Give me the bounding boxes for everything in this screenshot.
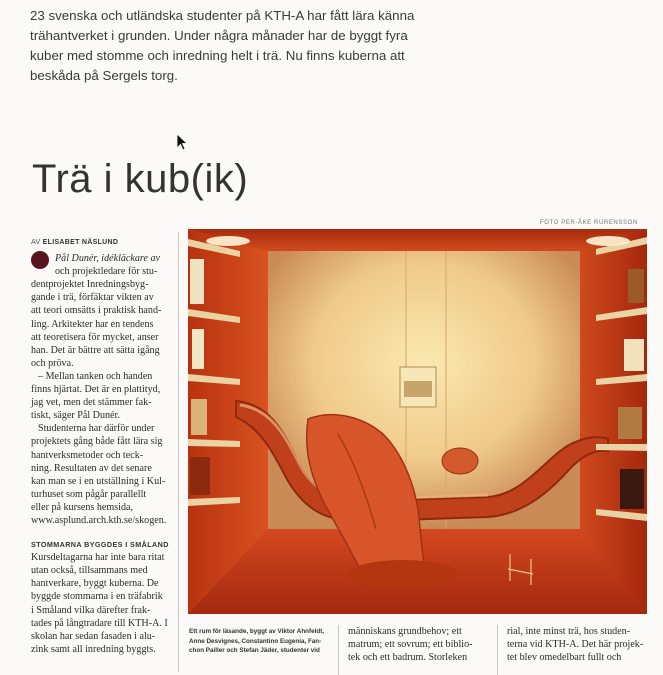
body-line: hantverksmetoder och teck- <box>31 449 144 461</box>
body-line: kan man se i en utställning i Kul- <box>31 475 166 487</box>
photo-credit: FOTO PER-ÅKE RURENSSON <box>540 220 638 226</box>
body-line: skolan har sedan fasaden i alu- <box>31 630 156 642</box>
byline-author: ELISABET NÄSLUND <box>42 239 119 246</box>
article-body-left-column <box>31 236 171 656</box>
body-line: terna vid KTH-A. Det här projek- <box>507 639 644 650</box>
initial-dot-icon <box>31 251 49 269</box>
intro-line: 23 svenska och utländska studenter på KTH-A har fått lära känna <box>30 8 415 23</box>
body-line: Kursdeltagarna har inte bara ritat <box>31 552 165 564</box>
intro-line: beskåda på Sergels torg. <box>30 68 178 83</box>
body-line: eller på kursens hemsida, <box>31 501 134 513</box>
body-line: jag vet, men det stämmer fak- <box>31 397 152 409</box>
reading-room-photo <box>188 229 647 614</box>
body-line: tades på långtradare till KTH-A. I <box>31 617 168 629</box>
body-line: finns hjärtat. Det är en plattityd, <box>31 384 161 396</box>
body-line: utan också, tillsammans med <box>31 565 148 577</box>
caption-line: Anne Desvignes, Constantino Eugenia, Fan- <box>189 637 322 645</box>
body-line: människans grundbehov; ett <box>348 626 462 637</box>
body-line: dentprojektet Inredningsbyg- <box>31 279 149 291</box>
byline-prefix: AV <box>31 239 41 246</box>
body-line: ling. Arkitekter har en tendens <box>31 318 154 330</box>
body-line: tet blev omedelbart fullt och <box>507 652 622 663</box>
body-line: – Mellan tanken och handen <box>38 370 153 382</box>
column-divider <box>178 232 179 672</box>
body-line: rial, inte minst trä, hos studen- <box>507 626 631 637</box>
body-line: matrum; ett sovrum; ett biblio- <box>348 639 473 650</box>
ceiling-shape <box>188 229 647 251</box>
mouse-cursor-icon <box>176 133 188 151</box>
floor-cushion-shape <box>348 560 458 588</box>
body-line: ning. Resultaten av det senare <box>31 462 152 474</box>
body-line: och pröva. <box>31 357 74 369</box>
column-divider <box>497 625 498 675</box>
intro-paragraph <box>30 6 450 86</box>
body-line: tiskt, säger Pål Dunér. <box>31 410 120 422</box>
section-subhead: STOMMARNA BYGGDES I SMÅLAND <box>31 540 169 550</box>
body-line: Studenterna har därför under <box>38 423 155 435</box>
photo-caption <box>189 627 329 656</box>
body-line: han. Det är bättre att sätta igång <box>31 344 160 356</box>
body-line: turhuset som pågår parallellt <box>31 488 147 500</box>
body-line: och projektledare för stu- <box>55 266 158 278</box>
caption-line: Ett rum för läsande, byggt av Viktor Ahnfeldt, <box>189 628 325 635</box>
body-line: att teoretisera för mycket, anser <box>31 331 159 343</box>
intro-line: kuber med stomme och inredning helt i trä. Nu finns kuberna att <box>30 48 405 63</box>
column-divider <box>338 625 339 675</box>
body-line: hantverkare, byggt kuberna. De <box>31 578 159 590</box>
body-line: gande i trä, förfäktar vikten av <box>31 292 154 304</box>
body-line: att teori omsätts i praktisk hand- <box>31 305 162 317</box>
body-line: projektets gång både fått lära sig <box>31 436 163 448</box>
intro-line: trähantverket i grunden. Under några månader har de byggt fyra <box>30 28 408 43</box>
body-line: www.asplund.arch.kth.se/skogen. <box>31 514 167 526</box>
body-line: Pål Dunér, idékläckare av <box>55 253 161 265</box>
article-body-column-2 <box>348 625 488 664</box>
caption-line: chon Pailler och Stefan Jäder, studenter vid <box>189 647 320 654</box>
article-title: Trä i kub(ik) <box>32 157 249 201</box>
body-line: i Småland vilka därefter frak- <box>31 604 151 616</box>
body-line: tek och ett badrum. Storleken <box>348 652 468 663</box>
body-line: byggde stommarna i en träfabrik <box>31 591 163 603</box>
pillow-shape <box>442 448 478 474</box>
byline <box>31 236 171 249</box>
body-line: zink samt all inredning byggts. <box>31 643 156 655</box>
article-body-column-3 <box>507 625 647 664</box>
